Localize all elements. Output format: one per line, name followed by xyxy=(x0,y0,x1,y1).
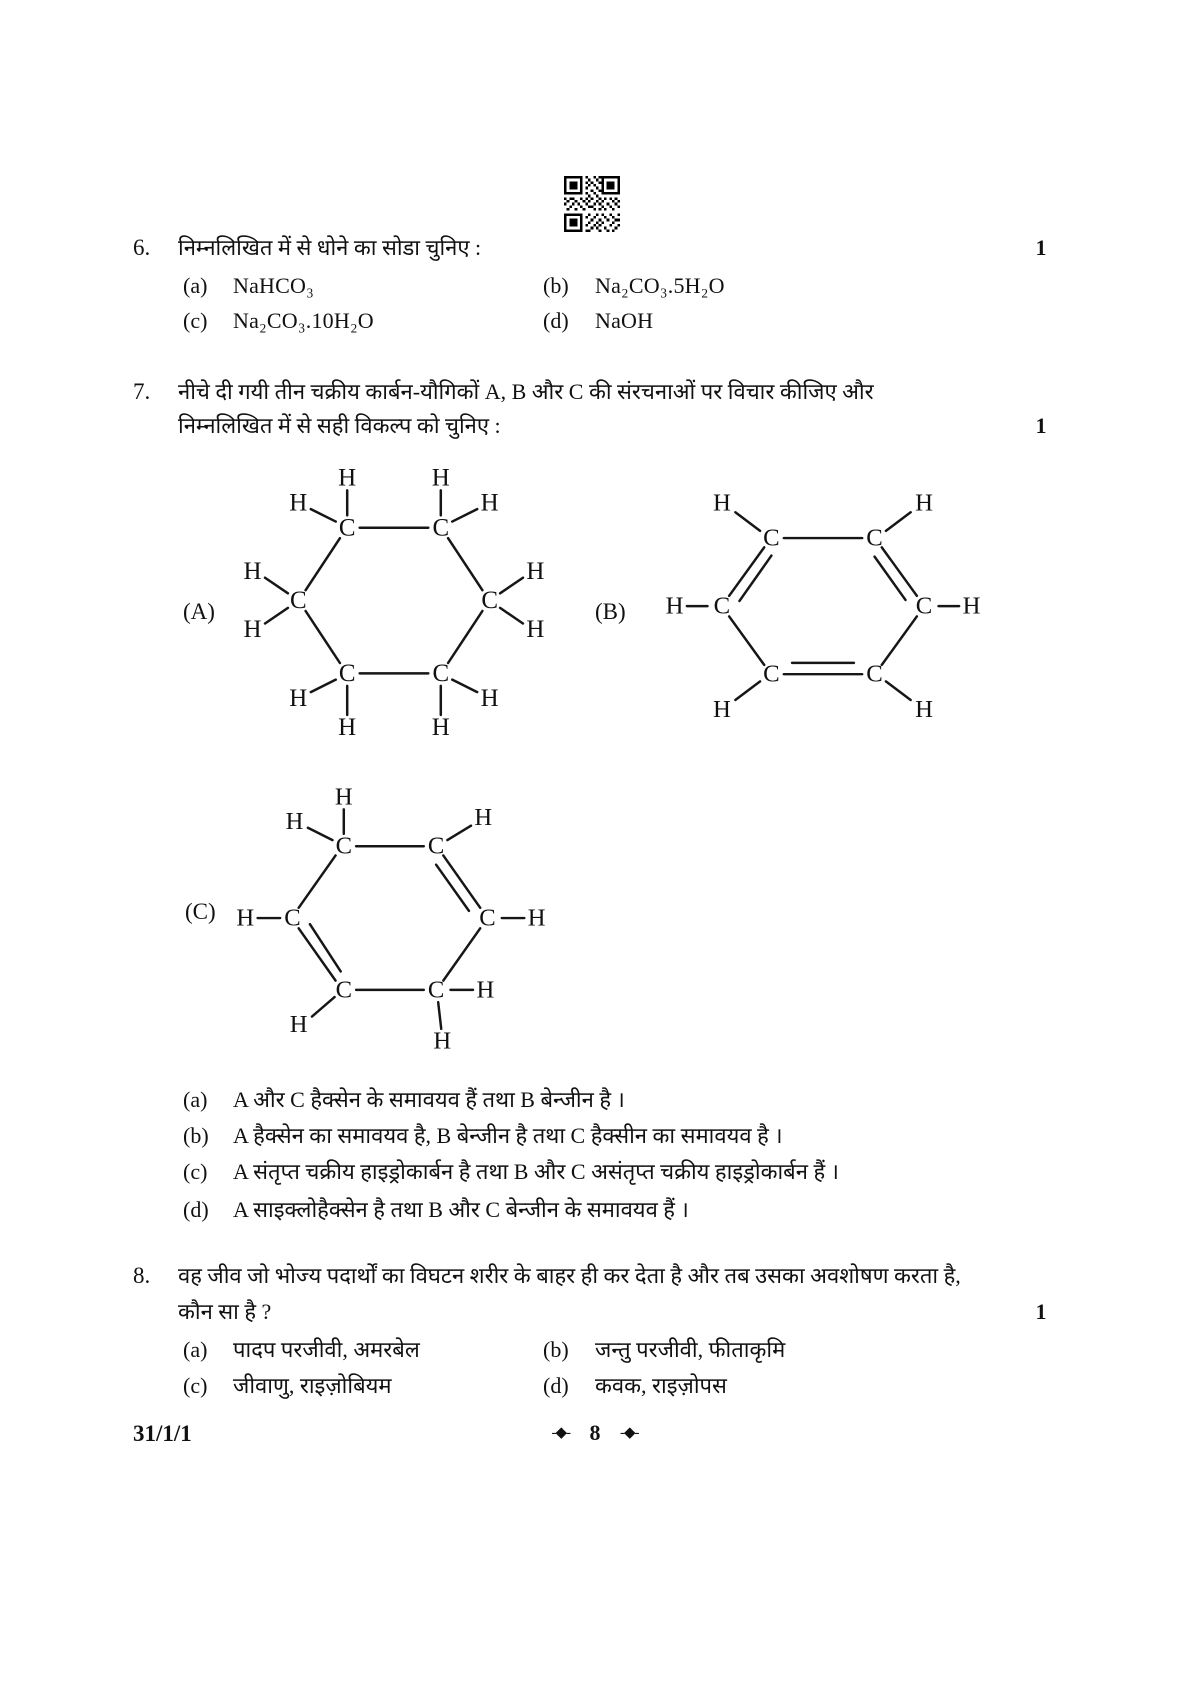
q6-option-c-text: Na₂CO₃.10H₂O xyxy=(233,308,374,333)
svg-text:C: C xyxy=(432,514,450,542)
svg-text:C: C xyxy=(427,832,445,860)
q7-text-line1: नीचे दी गयी तीन चक्रीय कार्बन-यौगिकों A, B और C की संरचनाओं पर विचार कीजिए और xyxy=(178,379,874,404)
q6-text: निम्नलिखित में से धोने का सोडा चुनिए : xyxy=(178,235,482,260)
svg-text:H: H xyxy=(334,783,353,811)
svg-text:C: C xyxy=(284,904,301,932)
qr-code-icon xyxy=(563,176,621,232)
q8-marks: 1 xyxy=(1035,1299,1047,1324)
q8-option-a-label: (a) xyxy=(183,1337,208,1362)
q8-option-c-label: (c) xyxy=(183,1373,208,1398)
q6-option-b-text: Na₂CO₃.5H₂O xyxy=(595,273,725,298)
q7-option-c-label: (c) xyxy=(183,1159,208,1184)
structure-a-label: (A) xyxy=(183,599,215,624)
svg-text:H: H xyxy=(915,695,933,723)
q8-number: 8. xyxy=(133,1263,151,1288)
q6-option-a-text: NaHCO₃ xyxy=(233,273,314,298)
svg-text:H: H xyxy=(713,489,731,517)
q8-option-b-text: जन्तु परजीवी, फीताकृमि xyxy=(595,1337,786,1362)
q6-option-a-label: (a) xyxy=(183,273,208,298)
q8-text-line1: वह जीव जो भोज्य पदार्थों का विघटन शरीर के बाहर ही कर देता है और तब उसका अवशोषण करता है, xyxy=(178,1263,961,1288)
svg-text:H: H xyxy=(474,804,493,832)
svg-text:H: H xyxy=(962,592,981,620)
svg-text:H: H xyxy=(289,1011,308,1039)
cyclohexadiene-structure xyxy=(233,772,551,1060)
svg-text:H: H xyxy=(289,684,308,712)
q7-option-a-text: A और C हैक्सेन के समावयव हैं तथा B बेन्जीन है । xyxy=(233,1087,625,1112)
svg-text:C: C xyxy=(915,592,933,620)
q7-option-d-text: A साइक्लोहैक्सेन है तथा B और C बेन्जीन के समावयव हैं । xyxy=(233,1197,689,1222)
paper-code: 31/1/1 xyxy=(133,1421,192,1446)
q7-marks: 1 xyxy=(1035,413,1047,438)
q7-option-c-text: A संतृप्त चक्रीय हाइड्रोकार्बन है तथा B और C असंतृप्त चक्रीय हाइड्रोकार्बन हैं । xyxy=(233,1159,839,1184)
q8-option-a-text: पादप परजीवी, अमरबेल xyxy=(233,1337,420,1362)
footer-page-indicator xyxy=(0,1420,1190,1446)
svg-text:C: C xyxy=(763,660,780,688)
svg-text:H: H xyxy=(713,695,731,723)
cyclohexane-structure xyxy=(238,455,550,741)
svg-text:H: H xyxy=(527,904,546,932)
q7-option-b-label: (b) xyxy=(183,1123,209,1148)
footer-right-ornament-icon: -◆- xyxy=(620,1425,639,1441)
svg-text:C: C xyxy=(427,976,445,1004)
svg-text:H: H xyxy=(243,557,262,585)
q6-option-b-label: (b) xyxy=(543,273,569,298)
q8-text-line2: कौन सा है ? xyxy=(178,1299,272,1324)
q8-option-c-text: जीवाणु, राइज़ोबियम xyxy=(233,1373,392,1398)
svg-text:C: C xyxy=(335,976,352,1004)
svg-text:C: C xyxy=(338,659,356,687)
svg-text:H: H xyxy=(338,713,357,741)
svg-text:H: H xyxy=(243,616,262,644)
svg-text:C: C xyxy=(763,524,780,552)
svg-text:C: C xyxy=(335,832,352,860)
page-number: 8 xyxy=(589,1420,601,1445)
svg-text:C: C xyxy=(432,659,450,687)
footer-left-ornament-icon: -◆- xyxy=(551,1425,570,1441)
q6-option-d-text: NaOH xyxy=(595,308,654,333)
q6-marks: 1 xyxy=(1035,235,1047,260)
svg-text:H: H xyxy=(526,557,545,585)
svg-text:H: H xyxy=(338,464,357,492)
q6-option-d-label: (d) xyxy=(543,308,569,333)
svg-text:H: H xyxy=(915,489,933,517)
q8-option-d-label: (d) xyxy=(543,1373,569,1398)
svg-text:H: H xyxy=(431,713,450,741)
svg-text:H: H xyxy=(480,489,499,517)
svg-text:C: C xyxy=(866,660,883,688)
svg-text:H: H xyxy=(236,904,255,932)
q7-text-line2: निम्नलिखित में से सही विकल्प को चुनिए : xyxy=(178,413,501,438)
q7-number: 7. xyxy=(133,379,151,404)
svg-text:H: H xyxy=(431,464,450,492)
svg-text:H: H xyxy=(665,592,684,620)
svg-text:H: H xyxy=(480,684,499,712)
svg-text:C: C xyxy=(479,904,496,932)
svg-text:H: H xyxy=(433,1027,452,1055)
q7-option-a-label: (a) xyxy=(183,1087,208,1112)
structure-c-diagram xyxy=(233,772,551,1060)
svg-text:C: C xyxy=(338,514,356,542)
q6-number: 6. xyxy=(133,235,151,260)
svg-text:H: H xyxy=(526,616,545,644)
structure-b-diagram xyxy=(658,478,988,726)
q6-option-c-label: (c) xyxy=(183,308,208,333)
svg-text:H: H xyxy=(285,808,304,836)
structure-b-label: (B) xyxy=(595,599,626,624)
q7-option-b-text: A हैक्सेन का समावयव है, B बेन्जीन है तथा C हैक्सीन का समावयव है । xyxy=(233,1123,783,1148)
svg-text:C: C xyxy=(289,587,307,615)
q7-option-d-label: (d) xyxy=(183,1197,209,1222)
svg-text:H: H xyxy=(289,489,308,517)
qr-code-graphic xyxy=(563,176,621,232)
structure-c-label: (C) xyxy=(185,899,216,924)
q8-option-b-label: (b) xyxy=(543,1337,569,1362)
benzene-structure xyxy=(658,478,988,726)
svg-text:H: H xyxy=(476,976,495,1004)
svg-text:C: C xyxy=(481,587,499,615)
svg-text:C: C xyxy=(866,524,883,552)
q8-option-d-text: कवक, राइज़ोपस xyxy=(595,1373,727,1398)
structure-a-diagram xyxy=(238,455,550,741)
svg-text:C: C xyxy=(713,592,731,620)
